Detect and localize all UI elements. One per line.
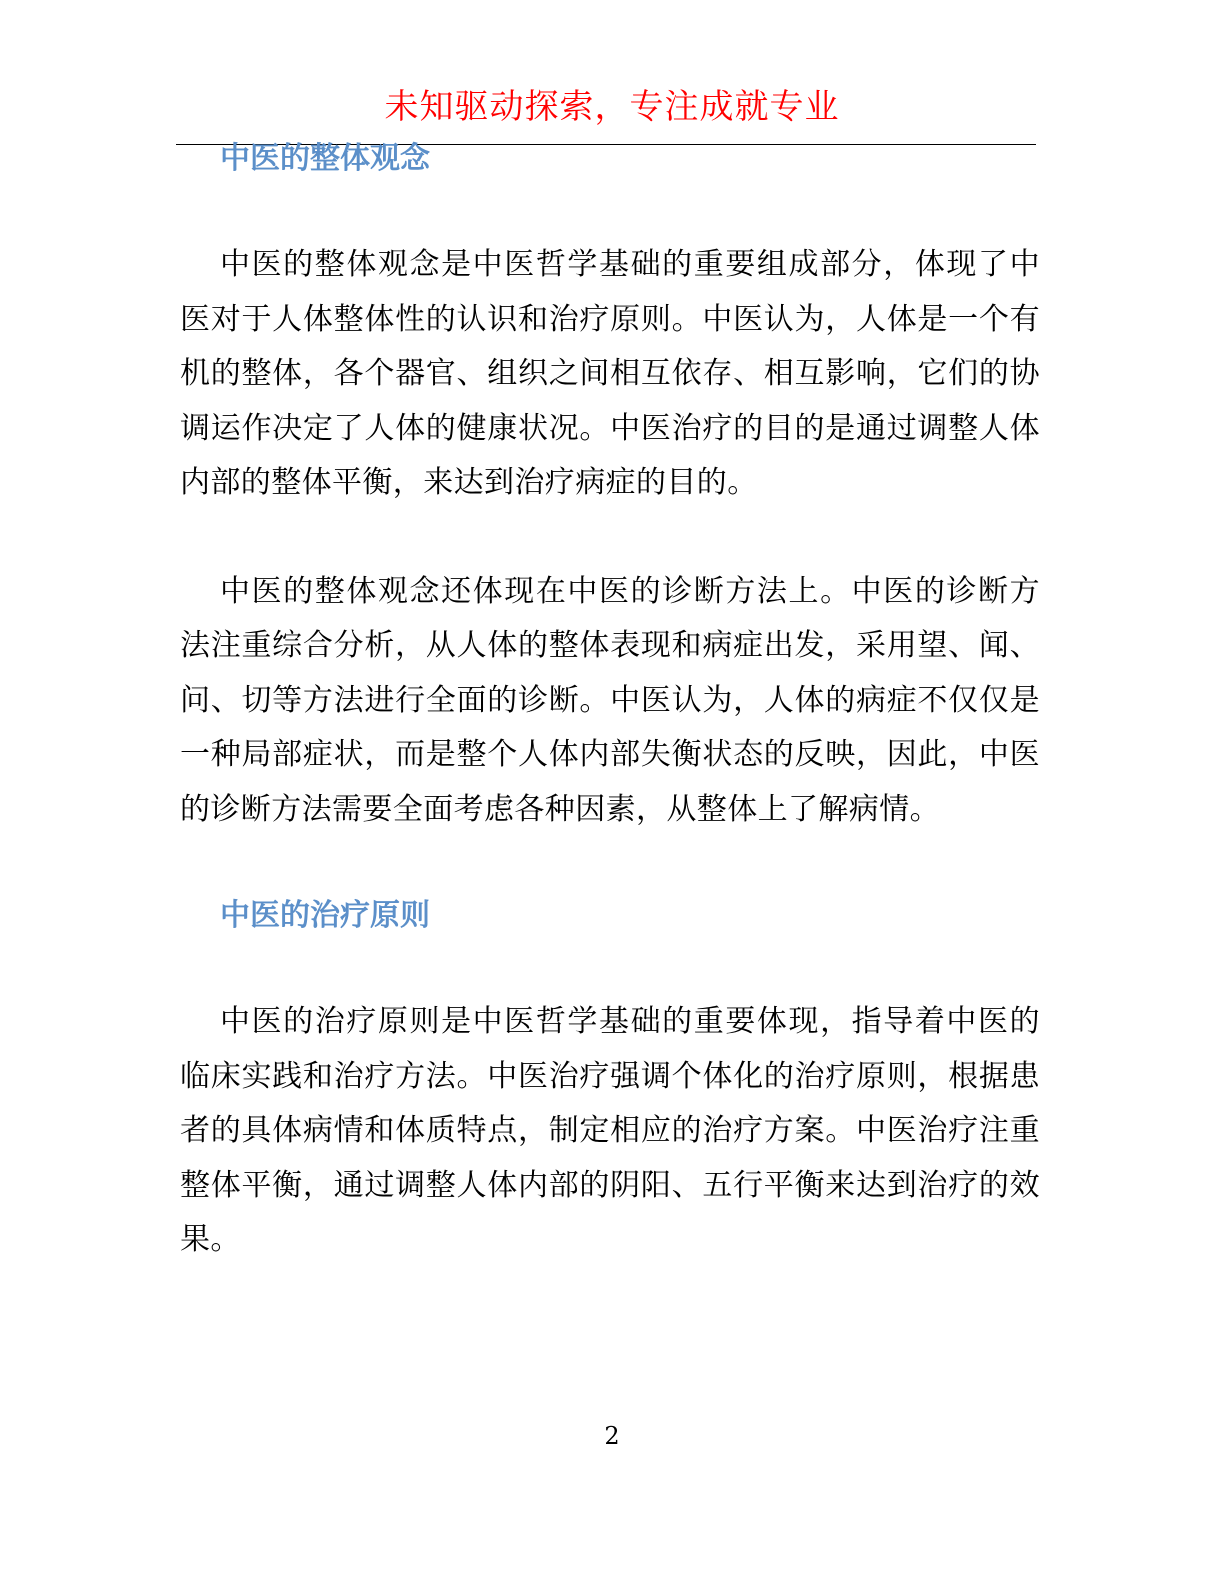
page-number: 2 <box>604 1422 620 1450</box>
section-heading-holistic-concept: 中医的整体观念 <box>220 141 430 176</box>
paragraph-holistic-concept-1: 中医的整体观念是中医哲学基础的重要组成部分，体现了中医对于人体整体性的认识和治疗原则。中医认为，人体是一个有机的整体，各个器官、组织之间相互依存、相互影响，它们的协调运作决定了人体的健康状况。中医治疗的目的是通过调整人体内部的整体平衡，来达到治疗病症的目的。 <box>180 247 1040 500</box>
document-header-title: 未知驱动探索，专注成就专业 <box>384 87 840 127</box>
paragraph-holistic-concept-2: 中医的整体观念还体现在中医的诊断方法上。中医的诊断方法注重综合分析，从人体的整体表现和病症出发，采用望、闻、问、切等方法进行全面的诊断。中医认为，人体的病症不仅仅是一种局部症状，而是整个人体内部失衡状态的反映，因此，中医的诊断方法需要全面考虑各种因素，从整体上了解病情。 <box>180 573 1040 827</box>
document-body <box>180 134 1040 1268</box>
paragraph-treatment-principles-1: 中医的治疗原则是中医哲学基础的重要体现，指导着中医的临床实践和治疗方法。中医治疗强调个体化的治疗原则，根据患者的具体病情和体质特点，制定相应的治疗方案。中医治疗注重整体平衡，通过调整人体内部的阴阳、五行平衡来达到治疗的效果。 <box>180 1004 1040 1257</box>
section-heading-treatment-principles: 中医的治疗原则 <box>220 898 430 933</box>
